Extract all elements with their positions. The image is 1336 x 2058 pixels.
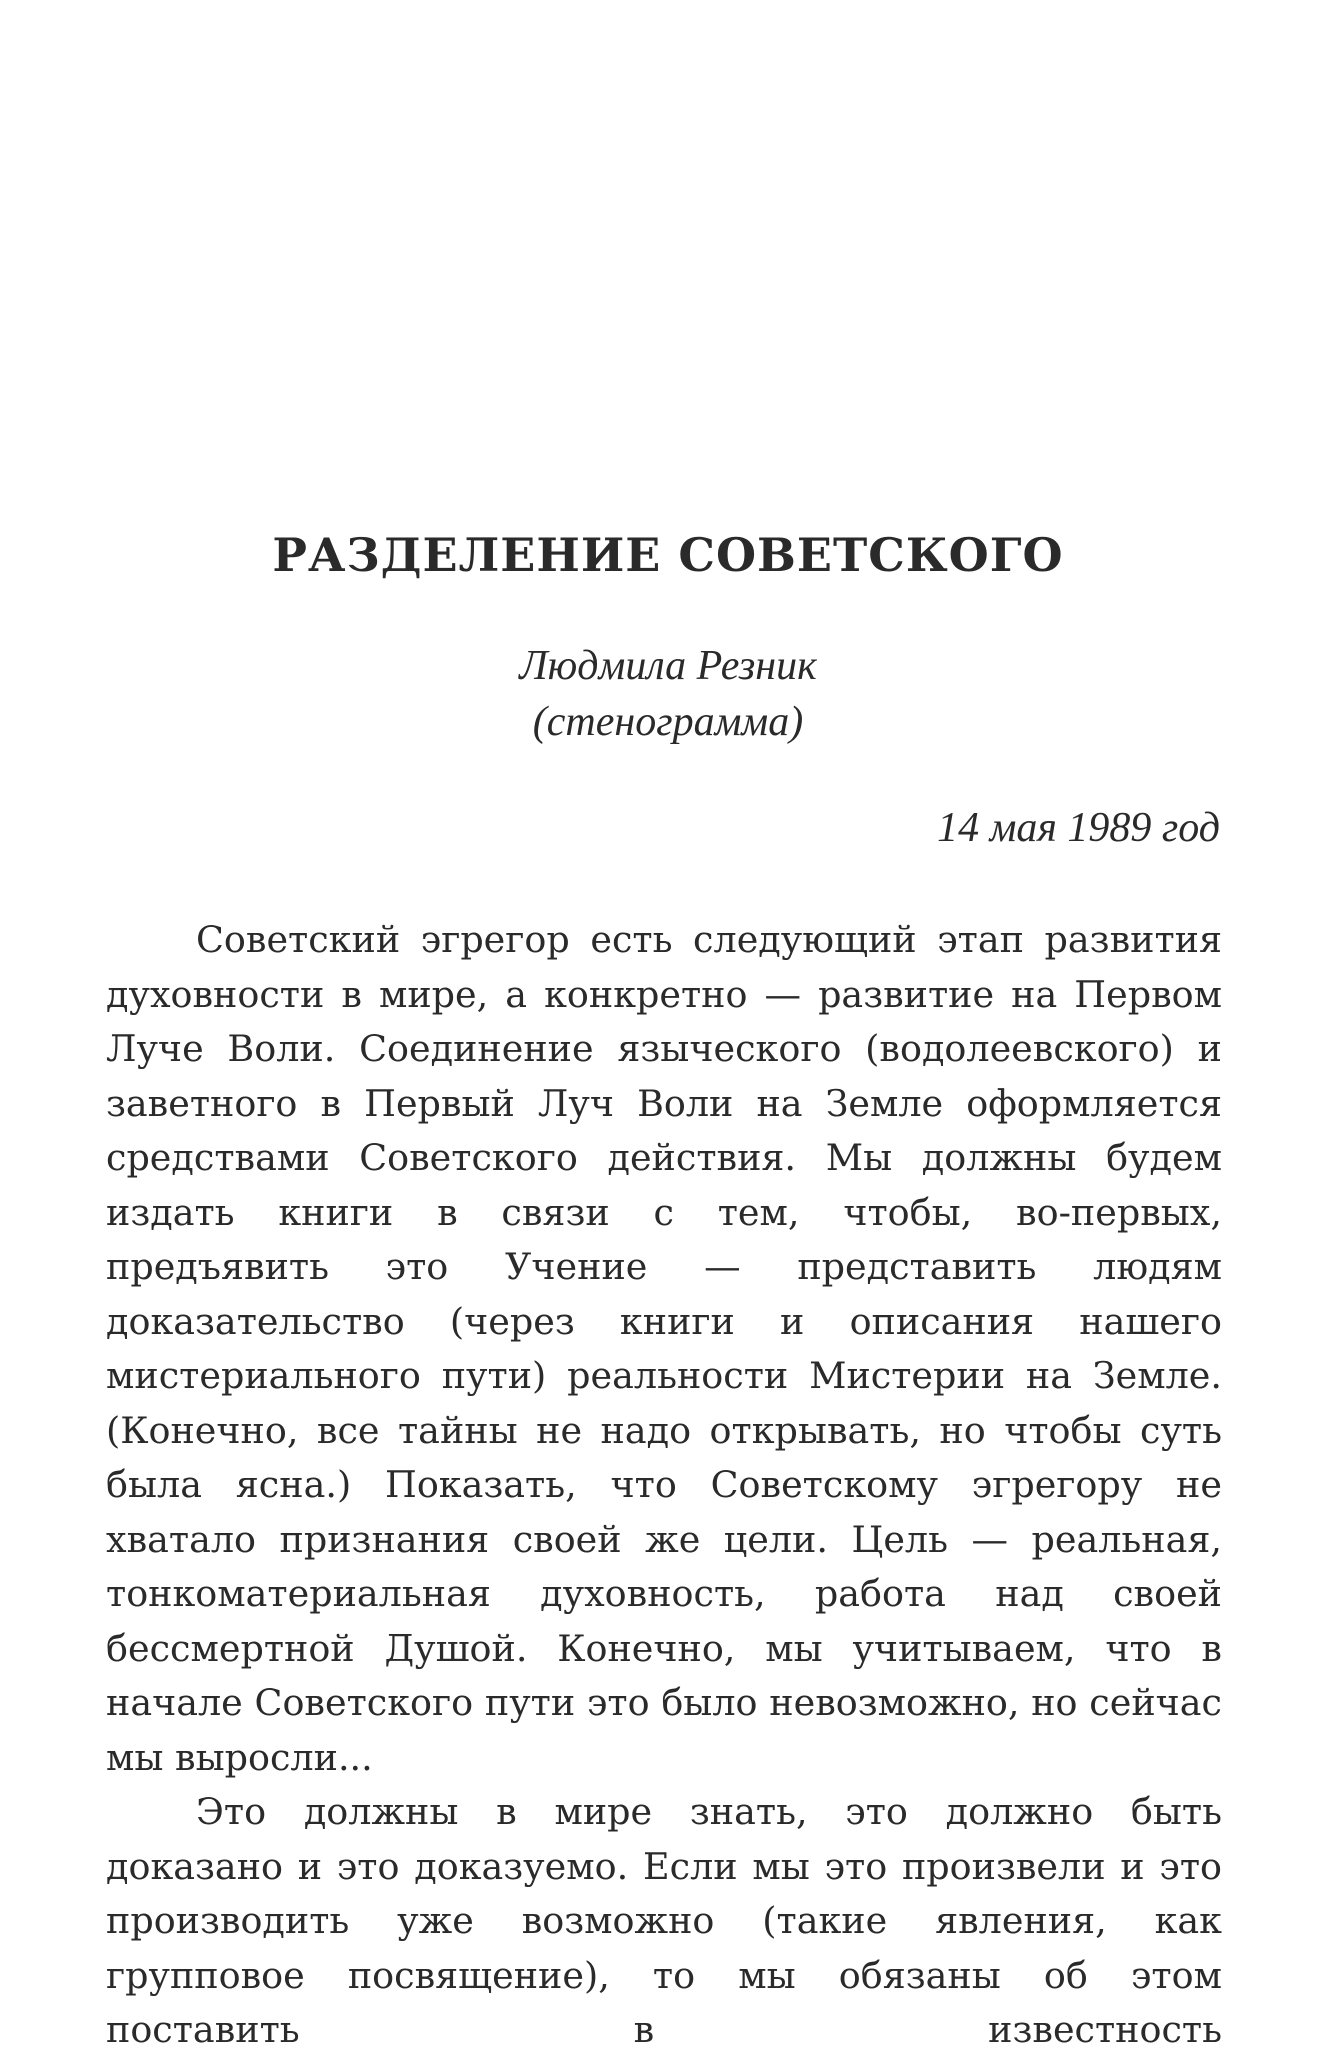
author-block bbox=[0, 638, 1336, 750]
date-line: 14 мая 1989 год bbox=[937, 805, 1220, 851]
author-name: Людмила Резник bbox=[519, 643, 817, 689]
paragraph: Советский эгрегор есть следующий этап развития духовности в мире, а конкретно — развитие на Первом Луче Воли. Соединение языческого (водолеевского) и заветного в Первый Луч Воли на Земле оформляется средствами Советского действия. Мы должны будем издать книги в связи с тем, чтобы, во-первых, предъявить это Учение — представить людям доказательство (через книги и описания нашего мистериального пути) реальности Мистерии на Земле. (Конечно, все тайны не надо открывать, но чтобы суть была ясна.) Показать, что Советскому эгрегору не хватало признания своей же цели. Цель — реальная, тонкоматериальная духовность, работа над своей бессмертной Душой. Конечно, мы учитываем, что в начале Советского пути это было невозможно, но сейчас мы выросли... bbox=[106, 918, 1222, 1779]
chapter-title: РАЗДЕЛЕНИЕ СОВЕТСКОГО bbox=[272, 528, 1064, 582]
subtitle: (стенограмма) bbox=[532, 699, 804, 745]
paragraph: Это должны в мире знать, это должно быть доказано и это доказуемо. Если мы это произвели и это производить уже возможно (такие явления, как групповое посвящение), то мы обязаны об этом поставить в известность bbox=[106, 1790, 1222, 2051]
body-text bbox=[106, 913, 1222, 2058]
